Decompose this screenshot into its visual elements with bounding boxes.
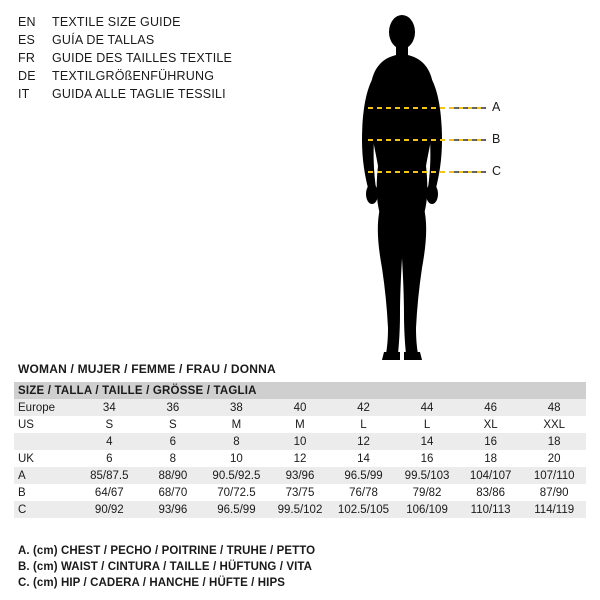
table-row [14,450,586,467]
table-header-label: SIZE / TALLA / TAILLE / GRÖSSE / TAGLIA [14,382,586,399]
cell: 18 [459,450,523,467]
cell: 38 [205,399,269,416]
cell: 36 [141,399,205,416]
language-row-es [18,32,318,49]
cell: 68/70 [141,484,205,501]
table-row [14,467,586,484]
cell: XXL [522,416,586,433]
cell: 76/78 [332,484,396,501]
cell: 90/92 [78,501,142,518]
cell: 79/82 [395,484,459,501]
table-row [14,399,586,416]
row-label: A [14,467,78,484]
language-code: DE [18,69,36,83]
language-row-de [18,68,318,85]
language-title: TEXTILE SIZE GUIDE [52,15,181,29]
cell: 8 [205,433,269,450]
cell: 4 [78,433,142,450]
language-row-en [18,14,318,31]
language-title: TEXTILGRÖßENFÜHRUNG [52,69,215,83]
cell: 14 [332,450,396,467]
cell: 99.5/103 [395,467,459,484]
cell: 48 [522,399,586,416]
cell: 96.5/99 [205,501,269,518]
cell: 10 [205,450,269,467]
language-title: GUÍA DE TALLAS [52,33,155,47]
cell: M [205,416,269,433]
cell: 96.5/99 [332,467,396,484]
cell: L [395,416,459,433]
table-row [14,433,586,450]
cell: 10 [268,433,332,450]
table-row [14,416,586,433]
size-table [14,382,586,518]
cell: L [332,416,396,433]
cell: 93/96 [141,501,205,518]
cell: 104/107 [459,467,523,484]
section-title: WOMAN / MUJER / FEMME / FRAU / DONNA [18,362,276,376]
cell: 93/96 [268,467,332,484]
language-code: IT [18,87,30,101]
cell: 64/67 [78,484,142,501]
marker-label-a: A [492,100,501,114]
row-label: Europe [14,399,78,416]
cell: 12 [332,433,396,450]
cell: 102.5/105 [332,501,396,518]
legend-line-a: A. (cm) CHEST / PECHO / POITRINE / TRUHE / PETTO [18,545,316,557]
cell: 20 [522,450,586,467]
language-code: ES [18,33,36,47]
cell: 88/90 [141,467,205,484]
cell: 110/113 [459,501,523,518]
language-code: FR [18,51,36,65]
cell: 14 [395,433,459,450]
measurement-legend [18,543,578,591]
cell: 44 [395,399,459,416]
cell: 85/87.5 [78,467,142,484]
table-row [14,484,586,501]
cell: 73/75 [268,484,332,501]
cell: 87/90 [522,484,586,501]
cell: 18 [522,433,586,450]
cell: 40 [268,399,332,416]
cell: 83/86 [459,484,523,501]
table-header-row [14,382,586,399]
cell: S [141,416,205,433]
language-row-it [18,86,318,103]
language-title: GUIDE DES TAILLES TEXTILE [52,51,233,65]
cell: 114/119 [522,501,586,518]
row-label: C [14,501,78,518]
row-label: US [14,416,78,433]
cell: 16 [395,450,459,467]
cell: 90.5/92.5 [205,467,269,484]
cell: 34 [78,399,142,416]
cell: 46 [459,399,523,416]
cell: 106/109 [395,501,459,518]
row-label: UK [14,450,78,467]
cell: S [78,416,142,433]
cell: 8 [141,450,205,467]
row-label: B [14,484,78,501]
language-list [18,14,318,104]
table-row [14,501,586,518]
cell: 70/72.5 [205,484,269,501]
cell: M [268,416,332,433]
marker-label-c: C [492,164,502,178]
language-title: GUIDA ALLE TAGLIE TESSILI [52,87,226,101]
cell: 107/110 [522,467,586,484]
marker-label-b: B [492,132,501,146]
cell: 6 [141,433,205,450]
legend-line-c: C. (cm) HIP / CADERA / HANCHE / HÜFTE / HIPS [18,577,286,589]
language-code: EN [18,15,36,29]
cell: 99.5/102 [268,501,332,518]
language-row-fr [18,50,318,67]
row-label [14,433,78,450]
body-figure [354,8,594,368]
cell: 6 [78,450,142,467]
cell: 16 [459,433,523,450]
cell: 12 [268,450,332,467]
cell: 42 [332,399,396,416]
female-silhouette-icon [354,8,594,368]
cell: XL [459,416,523,433]
legend-line-b: B. (cm) WAIST / CINTURA / TAILLE / HÜFTUNG / VITA [18,561,313,573]
